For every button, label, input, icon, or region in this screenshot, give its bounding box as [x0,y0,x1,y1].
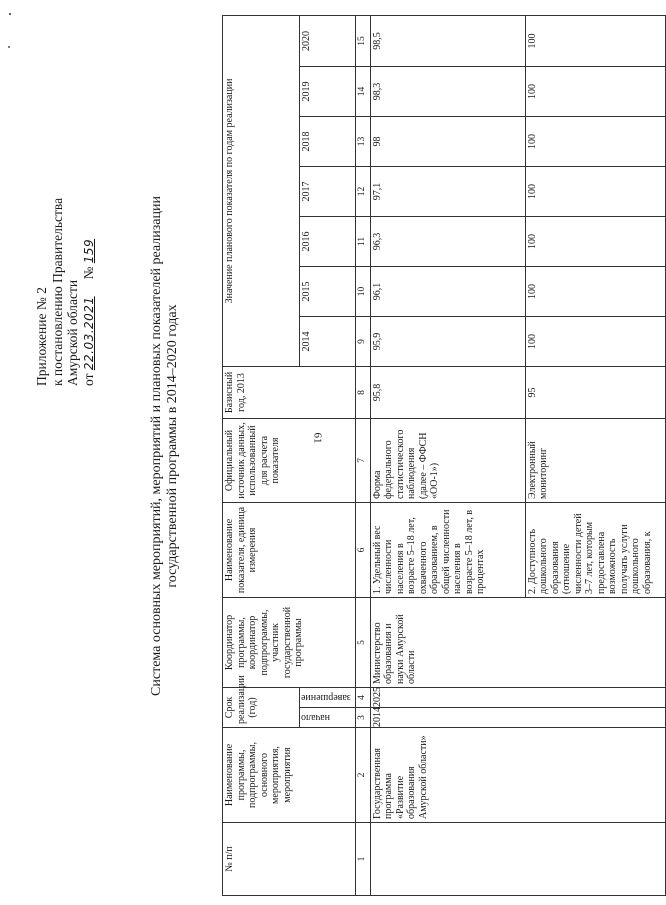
date-prefix: от [80,373,96,386]
coordinator: Министерство образования и науки Амурской области [370,597,665,687]
title-line: государственной программы в 2014–2020 годах [165,303,180,588]
base-value: 95,8 [370,366,525,418]
column-number: 11 [356,216,371,266]
column-number: 6 [356,502,371,597]
rotated-document-sheet [22,16,653,896]
appendix-date-line [81,197,98,385]
end-year: 2025 [370,687,665,707]
column-number: 2 [356,727,371,822]
header-year: 2017 [300,166,356,216]
column-number: 10 [356,266,371,316]
column-number: 15 [356,15,371,66]
year-value: 100 [525,316,665,366]
appendix-header [34,197,97,385]
year-value: 97,1 [370,166,525,216]
year-value: 100 [525,266,665,316]
column-number: 7 [356,418,371,502]
year-value: 100 [525,116,665,166]
header-end: завершение [300,687,356,707]
year-value: 96,1 [370,266,525,316]
indicator-name: 1. Удельный вес численности населения в возрасте 5–18 лет, охваченного образованием, в общей численности населения в возрасте 5–18 лет, в процентах [370,502,525,597]
program-name: Государственная программа «Развитие образования Амурской области» [370,727,665,822]
header-planned-values: Значение планового показателя по годам реализации [223,15,300,366]
year-value: 100 [525,66,665,116]
column-number: 5 [356,597,371,687]
indicator-name: 2. Доступность дошкольного образования (отношение численности детей 3–7 лет, которым предоставлена возможность получать услуги дошкольного образования, к [525,502,665,597]
column-number: 14 [356,66,371,116]
header-source: Официальный источник данных, использованный для расчета показателя [223,418,356,502]
column-number: 12 [356,166,371,216]
year-value: 100 [525,166,665,216]
column-number: 9 [356,316,371,366]
header-year: 2016 [300,216,356,266]
header-year: 2015 [300,266,356,316]
header-year: 2014 [300,316,356,366]
header-base-year: Базисный год, 2013 [223,366,356,418]
table-row [370,15,525,895]
document-title [149,146,181,746]
handwritten-number: 159 [81,238,96,263]
column-number: 13 [356,116,371,166]
year-value: 96,3 [370,216,525,266]
header-indicator: Наименование показателя, единица измерения [223,502,356,597]
base-value: 95 [525,366,665,418]
page-number: 61 [311,432,324,444]
column-number: 4 [356,687,371,707]
header-year: 2018 [300,116,356,166]
year-value: 100 [525,15,665,66]
year-value: 100 [525,216,665,266]
data-source: Электронный мониторинг [525,418,665,502]
appendix-line: Приложение № 2 [34,286,49,386]
header-row [223,15,300,895]
program-table [222,14,666,895]
row-number [370,822,665,895]
year-value: 98,5 [370,15,525,66]
year-value: 95,9 [370,316,525,366]
header-coordinator: Координатор программы, координатор подпрограммы, участник государственной программы [223,597,356,687]
year-value: 98,3 [370,66,525,116]
scan-speck [9,13,11,15]
scan-speck [8,46,10,48]
handwritten-date: 22.03.2021 [81,295,96,370]
column-number-row [356,15,371,895]
header-year: 2019 [300,66,356,116]
appendix-line: к постановлению Правительства [49,197,65,386]
number-prefix: № [80,266,96,280]
header-start: начало [300,707,356,727]
header-name: Наименование программы, подпрограммы, основного мероприятия, мероприятия [223,727,356,822]
column-number: 3 [356,707,371,727]
header-period: Срок реализации (год) [223,687,300,727]
start-year: 2014 [370,707,665,727]
header-year: 2020 [300,15,356,66]
column-number: 1 [356,822,371,895]
title-line: Система основных мероприятий, мероприятий и плановых показателей реализации [149,195,164,696]
appendix-line: Амурской области [65,279,80,386]
data-source: Форма федерального статистического наблюдения (далее – ФФСН «ОО-1») [370,418,525,502]
year-value: 98 [370,116,525,166]
header-num: № п/п [223,822,356,895]
column-number: 8 [356,366,371,418]
